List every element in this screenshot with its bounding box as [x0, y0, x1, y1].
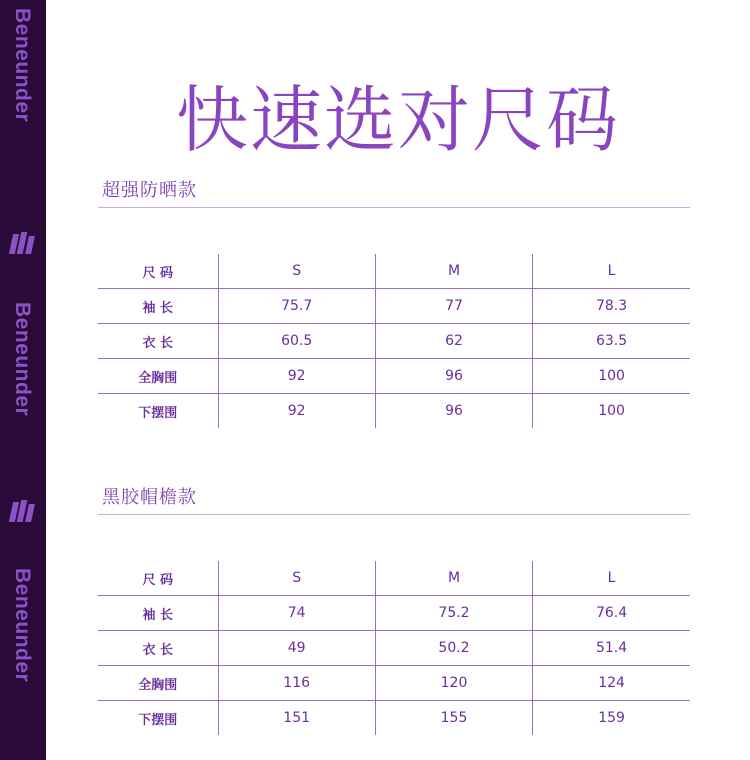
- table-row: [98, 596, 690, 631]
- table-cell: 159: [533, 701, 690, 736]
- table-row: [98, 701, 690, 736]
- page-title: 快速选对尺码: [175, 78, 620, 162]
- header-cell: 尺 码: [98, 561, 218, 596]
- header-cell: S: [218, 254, 375, 289]
- brand-name: Beneunder: [11, 8, 34, 123]
- table-cell: 76.4: [533, 596, 690, 631]
- header-cell: L: [533, 254, 690, 289]
- row-label: 下摆围: [138, 405, 178, 421]
- section-divider: [98, 514, 690, 515]
- table-cell: 155: [375, 701, 532, 736]
- table-cell: 49: [218, 631, 375, 666]
- table-cell: 124: [533, 666, 690, 701]
- brand-name: Beneunder: [11, 568, 34, 683]
- row-label: 衣 长: [98, 324, 218, 359]
- table-cell: 92: [218, 359, 375, 394]
- table-row: [98, 394, 690, 429]
- table-cell: 75.7: [218, 289, 375, 324]
- header-cell: 尺 码: [98, 254, 218, 289]
- table-cell: 51.4: [533, 631, 690, 666]
- table-cell: 96: [375, 359, 532, 394]
- table-cell: 77: [375, 289, 532, 324]
- table-header-row: [98, 561, 690, 596]
- table-cell: 75.2: [375, 596, 532, 631]
- table-cell: 151: [218, 701, 375, 736]
- table-row: [98, 631, 690, 666]
- table-cell: 60.5: [218, 324, 375, 359]
- table-cell: 120: [375, 666, 532, 701]
- section-title: 黑胶帽檐款: [102, 487, 197, 508]
- table-cell: 96: [375, 394, 532, 429]
- header-cell: M: [375, 561, 532, 596]
- header-cell: M: [375, 254, 532, 289]
- table-row: [98, 324, 690, 359]
- row-label: 全胸围: [98, 359, 218, 394]
- brand-name: Beneunder: [11, 302, 34, 417]
- header-cell: L: [533, 561, 690, 596]
- table-cell: 100: [533, 394, 690, 429]
- row-label: 袖 长: [98, 289, 218, 324]
- table-row: [98, 289, 690, 324]
- size-table: [98, 561, 690, 735]
- row-label: 下摆围: [138, 712, 178, 728]
- table-row: [98, 666, 690, 701]
- table-cell: 92: [218, 394, 375, 429]
- row-label: 袖 长: [98, 596, 218, 631]
- header-cell: S: [218, 561, 375, 596]
- table-header-row: [98, 254, 690, 289]
- table-cell: 62: [375, 324, 532, 359]
- section-title: 超强防晒款: [102, 180, 197, 201]
- table-cell: 63.5: [533, 324, 690, 359]
- row-label: 全胸围: [98, 666, 218, 701]
- table-cell: 50.2: [375, 631, 532, 666]
- section-divider: [98, 207, 690, 208]
- row-label: 衣 长: [98, 631, 218, 666]
- table-cell: 116: [218, 666, 375, 701]
- table-cell: 74: [218, 596, 375, 631]
- brand-logo-icon: [9, 230, 37, 254]
- brand-logo-icon: [9, 498, 37, 522]
- table-cell: 78.3: [533, 289, 690, 324]
- size-table: [98, 254, 690, 428]
- table-cell: 100: [533, 359, 690, 394]
- table-row: [98, 359, 690, 394]
